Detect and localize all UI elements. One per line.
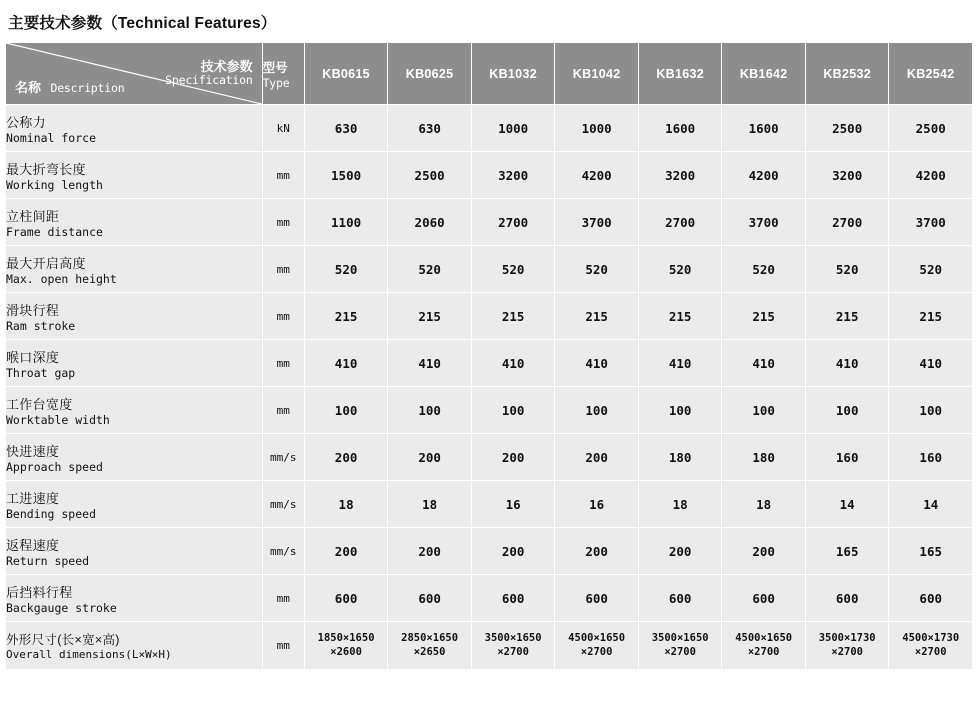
parameter-name-en: Frame distance: [6, 224, 103, 239]
unit-cell: mm: [262, 293, 304, 340]
value-cell: 4500×1730 ×2700: [889, 622, 973, 670]
parameter-name-en: Worktable width: [6, 412, 110, 427]
value-cell: 410: [388, 340, 472, 387]
header-model-kb2532: KB2532: [805, 43, 889, 105]
value-cell: 3500×1650 ×2700: [638, 622, 722, 670]
value-cell: 2500: [388, 152, 472, 199]
value-cell: 1500: [304, 152, 388, 199]
value-cell: 215: [805, 293, 889, 340]
value-cell: 215: [388, 293, 472, 340]
table-row: [6, 481, 973, 528]
unit-cell: mm: [262, 622, 304, 670]
parameter-name-cell: [6, 575, 263, 622]
value-cell: 3200: [638, 152, 722, 199]
value-cell: 200: [388, 528, 472, 575]
parameter-name-en: Bending speed: [6, 506, 97, 521]
table-row: [6, 528, 973, 575]
value-cell: 1100: [304, 199, 388, 246]
table-row: [6, 575, 973, 622]
header-desc-en: Description: [50, 81, 125, 96]
value-cell: 215: [889, 293, 973, 340]
parameter-name-cell: [6, 481, 263, 528]
parameter-name-en: Throat gap: [6, 365, 76, 380]
value-cell: 100: [638, 387, 722, 434]
value-cell: 520: [638, 246, 722, 293]
value-cell: 600: [555, 575, 639, 622]
parameter-name-cell: [6, 340, 263, 387]
value-cell: 1600: [638, 105, 722, 152]
parameter-name-cell: [6, 622, 263, 670]
value-cell: 200: [471, 528, 555, 575]
value-cell: 630: [388, 105, 472, 152]
table-row: [6, 622, 973, 670]
value-cell: 4500×1650 ×2700: [722, 622, 806, 670]
header-spec-cn: 技术参数: [200, 59, 253, 74]
parameter-name-cell: [6, 152, 263, 199]
parameter-name-cn: 滑块行程: [6, 302, 60, 318]
value-cell: 630: [304, 105, 388, 152]
value-cell: 215: [471, 293, 555, 340]
value-cell: 200: [555, 528, 639, 575]
parameter-name-cell: [6, 105, 263, 152]
value-cell: 410: [555, 340, 639, 387]
value-cell: 1600: [722, 105, 806, 152]
parameter-name-cn: 最大开启高度: [6, 255, 86, 271]
value-cell: 200: [638, 528, 722, 575]
parameter-name-cn: 外形尺寸(长×宽×高): [6, 633, 120, 647]
value-cell: 200: [388, 434, 472, 481]
header-model-kb0625: KB0625: [388, 43, 472, 105]
value-cell: 520: [388, 246, 472, 293]
unit-cell: mm: [262, 199, 304, 246]
value-cell: 4200: [722, 152, 806, 199]
table-row: [6, 434, 973, 481]
header-model-kb2542: KB2542: [889, 43, 973, 105]
parameter-name-cn: 立柱间距: [6, 208, 60, 224]
header-description-label: [15, 79, 124, 98]
value-cell: 3700: [889, 199, 973, 246]
value-cell: 180: [638, 434, 722, 481]
header-type-en: Type: [262, 75, 290, 90]
parameter-name-cell: [6, 246, 263, 293]
value-cell: 14: [889, 481, 973, 528]
parameter-name-en: Nominal force: [6, 130, 97, 145]
value-cell: 600: [304, 575, 388, 622]
header-spec-en: Specification: [165, 73, 253, 88]
unit-cell: kN: [262, 105, 304, 152]
value-cell: 200: [555, 434, 639, 481]
value-cell: 520: [722, 246, 806, 293]
value-cell: 3200: [805, 152, 889, 199]
parameter-name-cn: 后挡料行程: [6, 584, 73, 600]
parameter-name-cn: 最大折弯长度: [6, 161, 86, 177]
value-cell: 2500: [889, 105, 973, 152]
parameter-name-cn: 公称力: [6, 114, 46, 130]
value-cell: 4200: [889, 152, 973, 199]
value-cell: 2700: [805, 199, 889, 246]
value-cell: 1000: [555, 105, 639, 152]
table-row: [6, 246, 973, 293]
value-cell: 520: [471, 246, 555, 293]
parameter-name-en: Overall dimensions(L×W×H): [6, 648, 172, 661]
table-row: [6, 105, 973, 152]
value-cell: 180: [722, 434, 806, 481]
table-body: [6, 105, 973, 670]
parameter-name-cell: [6, 199, 263, 246]
value-cell: 2700: [638, 199, 722, 246]
parameter-name-en: Return speed: [6, 553, 90, 568]
value-cell: 18: [304, 481, 388, 528]
value-cell: 3700: [722, 199, 806, 246]
parameter-name-en: Backgauge stroke: [6, 600, 117, 615]
header-model-kb0615: KB0615: [304, 43, 388, 105]
value-cell: 165: [889, 528, 973, 575]
header-row: [6, 43, 973, 105]
header-type-cell: [262, 43, 304, 105]
value-cell: 410: [304, 340, 388, 387]
unit-cell: mm: [262, 387, 304, 434]
value-cell: 410: [805, 340, 889, 387]
unit-cell: mm: [262, 246, 304, 293]
parameter-name-en: Max. open height: [6, 271, 117, 286]
value-cell: 600: [388, 575, 472, 622]
unit-cell: mm/s: [262, 481, 304, 528]
value-cell: 520: [555, 246, 639, 293]
unit-cell: mm: [262, 340, 304, 387]
unit-cell: mm/s: [262, 434, 304, 481]
parameter-name-cell: [6, 387, 263, 434]
parameter-name-cell: [6, 528, 263, 575]
value-cell: 1000: [471, 105, 555, 152]
value-cell: 410: [889, 340, 973, 387]
parameter-name-cn: 工进速度: [6, 490, 60, 506]
value-cell: 100: [722, 387, 806, 434]
header-type-cn: 型号: [262, 60, 288, 75]
value-cell: 200: [304, 434, 388, 481]
parameter-name-en: Ram stroke: [6, 318, 76, 333]
value-cell: 14: [805, 481, 889, 528]
value-cell: 160: [889, 434, 973, 481]
value-cell: 2060: [388, 199, 472, 246]
value-cell: 215: [638, 293, 722, 340]
table-row: [6, 152, 973, 199]
value-cell: 215: [555, 293, 639, 340]
value-cell: 3500×1730 ×2700: [805, 622, 889, 670]
parameter-name-cn: 工作台宽度: [6, 396, 73, 412]
value-cell: 520: [805, 246, 889, 293]
value-cell: 18: [722, 481, 806, 528]
value-cell: 18: [388, 481, 472, 528]
value-cell: 100: [555, 387, 639, 434]
value-cell: 100: [805, 387, 889, 434]
parameter-name-cell: [6, 293, 263, 340]
value-cell: 3200: [471, 152, 555, 199]
parameter-name-cn: 返程速度: [6, 537, 60, 553]
value-cell: 3500×1650 ×2700: [471, 622, 555, 670]
value-cell: 600: [889, 575, 973, 622]
value-cell: 2700: [471, 199, 555, 246]
value-cell: 410: [722, 340, 806, 387]
value-cell: 160: [805, 434, 889, 481]
header-model-kb1632: KB1632: [638, 43, 722, 105]
value-cell: 200: [304, 528, 388, 575]
value-cell: 410: [638, 340, 722, 387]
value-cell: 600: [722, 575, 806, 622]
value-cell: 100: [388, 387, 472, 434]
value-cell: 2850×1650 ×2650: [388, 622, 472, 670]
value-cell: 4200: [555, 152, 639, 199]
value-cell: 16: [555, 481, 639, 528]
header-desc-cn: 名称: [15, 80, 42, 96]
value-cell: 100: [889, 387, 973, 434]
value-cell: 1850×1650 ×2600: [304, 622, 388, 670]
unit-cell: mm: [262, 575, 304, 622]
value-cell: 18: [638, 481, 722, 528]
table-header: [6, 43, 973, 105]
parameter-name-en: Working length: [6, 177, 103, 192]
value-cell: 600: [805, 575, 889, 622]
value-cell: 100: [304, 387, 388, 434]
value-cell: 600: [638, 575, 722, 622]
header-corner-cell: [6, 43, 263, 105]
header-model-kb1642: KB1642: [722, 43, 806, 105]
parameter-name-cn: 快进速度: [6, 443, 60, 459]
value-cell: 520: [889, 246, 973, 293]
parameter-name-en: Approach speed: [6, 459, 103, 474]
table-row: [6, 199, 973, 246]
unit-cell: mm: [262, 152, 304, 199]
value-cell: 215: [722, 293, 806, 340]
value-cell: 16: [471, 481, 555, 528]
value-cell: 600: [471, 575, 555, 622]
value-cell: 165: [805, 528, 889, 575]
value-cell: 200: [471, 434, 555, 481]
value-cell: 215: [304, 293, 388, 340]
header-model-kb1032: KB1032: [471, 43, 555, 105]
unit-cell: mm/s: [262, 528, 304, 575]
value-cell: 100: [471, 387, 555, 434]
parameter-name-cell: [6, 434, 263, 481]
value-cell: 3700: [555, 199, 639, 246]
value-cell: 2500: [805, 105, 889, 152]
value-cell: 4500×1650 ×2700: [555, 622, 639, 670]
value-cell: 200: [722, 528, 806, 575]
value-cell: 520: [304, 246, 388, 293]
table-row: [6, 340, 973, 387]
header-specification-label: [165, 59, 252, 88]
page-title: 主要技术参数（Technical Features）: [8, 15, 277, 32]
value-cell: 410: [471, 340, 555, 387]
parameter-name-cn: 喉口深度: [6, 349, 60, 365]
header-model-kb1042: KB1042: [555, 43, 639, 105]
table-row: [6, 387, 973, 434]
table-row: [6, 293, 973, 340]
technical-features-table: [5, 42, 973, 670]
